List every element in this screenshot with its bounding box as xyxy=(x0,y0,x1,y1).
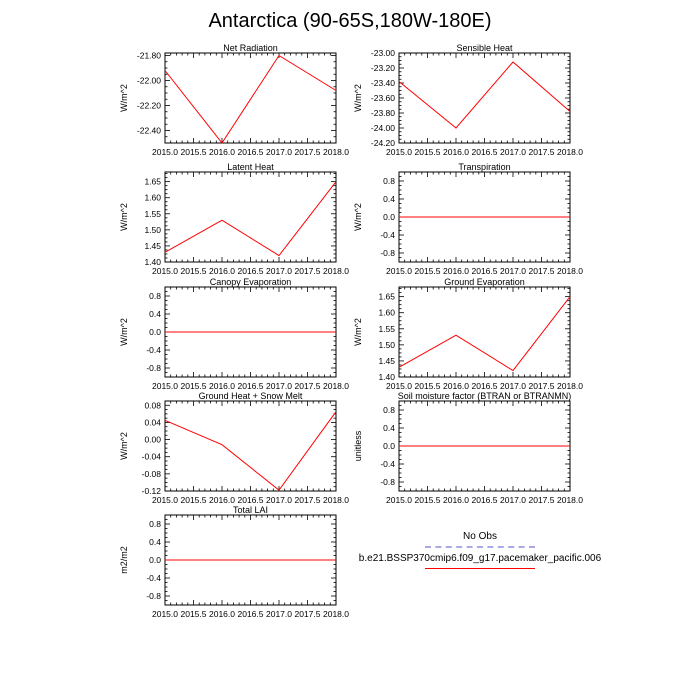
plot-frame xyxy=(165,172,336,262)
x-tick-label: 2018.0 xyxy=(557,381,583,391)
x-tick-label: 2016.5 xyxy=(237,495,264,505)
y-tick-label: 0.0 xyxy=(383,212,395,222)
x-tick-label: 2015.5 xyxy=(414,495,441,505)
x-tick-label: 2018.0 xyxy=(323,381,349,391)
y-tick-label: -23.60 xyxy=(370,93,395,103)
y-tick-label: 0.04 xyxy=(144,417,161,428)
x-tick-label: 2016.0 xyxy=(443,147,469,157)
y-tick-label: -22.00 xyxy=(136,75,161,86)
y-tick-label: 1.45 xyxy=(378,355,395,366)
y-tick-label: 1.60 xyxy=(378,307,395,318)
x-tick-label: 2018.0 xyxy=(557,495,583,505)
x-tick-label: 2015.5 xyxy=(180,495,207,505)
plot-frame xyxy=(165,53,336,143)
y-axis-label: W/m^2 xyxy=(353,84,363,112)
legend-label-model: b.e21.BSSP370cmip6.f09_g17.pacemaker_pacific.006 xyxy=(358,553,602,564)
legend-swatch-model xyxy=(425,568,535,569)
x-tick-label: 2017.0 xyxy=(500,266,526,276)
x-tick-label: 2018.0 xyxy=(323,266,349,276)
x-tick-label: 2017.5 xyxy=(294,495,321,505)
x-tick-label: 2015.5 xyxy=(414,381,441,391)
x-tick-label: 2016.0 xyxy=(209,495,235,505)
y-tick-label: -0.08 xyxy=(141,468,161,479)
y-tick-label: 0.00 xyxy=(144,434,161,445)
y-tick-label: -0.8 xyxy=(146,591,161,601)
y-tick-label: -0.4 xyxy=(380,230,395,240)
y-tick-label: 0.8 xyxy=(149,291,161,301)
panel-7 xyxy=(353,391,583,505)
y-tick-label: -24.20 xyxy=(370,138,395,148)
panel-title: Ground Evaporation xyxy=(444,277,525,287)
panel-title: Total LAI xyxy=(232,505,269,515)
x-tick-label: 2017.5 xyxy=(528,147,555,157)
legend-swatch-no-obs xyxy=(425,546,535,548)
y-tick-label: 0.8 xyxy=(149,519,161,529)
x-tick-label: 2015.5 xyxy=(180,381,207,391)
plot-frame xyxy=(399,287,570,377)
series-line xyxy=(165,412,336,490)
panel-title: Soil moisture factor (BTRAN or BTRANMN) xyxy=(397,391,572,401)
x-tick-label: 2015.0 xyxy=(152,495,178,505)
y-tick-label: -0.4 xyxy=(146,345,161,355)
x-tick-label: 2015.0 xyxy=(152,147,178,157)
x-tick-label: 2016.5 xyxy=(237,381,264,391)
legend-label-no-obs: No Obs xyxy=(463,531,497,542)
y-tick-label: -23.20 xyxy=(370,63,395,73)
y-axis-label: unitless xyxy=(353,430,363,462)
panel-title: Sensible Heat xyxy=(456,43,513,53)
y-tick-label: 1.65 xyxy=(144,176,161,187)
x-tick-label: 2017.0 xyxy=(500,147,526,157)
x-tick-label: 2017.0 xyxy=(500,381,526,391)
x-tick-label: 2017.0 xyxy=(266,609,292,619)
x-tick-label: 2018.0 xyxy=(323,495,349,505)
y-tick-label: -22.40 xyxy=(136,125,161,136)
panel-title: Latent Heat xyxy=(227,162,274,172)
panel-6 xyxy=(119,391,349,505)
x-tick-label: 2016.0 xyxy=(209,381,235,391)
x-tick-label: 2017.5 xyxy=(528,495,555,505)
y-tick-label: 1.50 xyxy=(144,224,161,235)
y-tick-label: 0.4 xyxy=(149,309,161,319)
x-tick-label: 2016.5 xyxy=(237,266,264,276)
y-tick-label: -0.4 xyxy=(146,573,161,583)
y-axis-label: W/m^2 xyxy=(119,318,129,346)
y-axis-label: W/m^2 xyxy=(119,203,129,231)
x-tick-label: 2017.5 xyxy=(294,609,321,619)
panel-5 xyxy=(353,277,583,391)
x-tick-label: 2018.0 xyxy=(323,609,349,619)
x-tick-label: 2017.0 xyxy=(266,266,292,276)
x-tick-label: 2015.0 xyxy=(386,266,412,276)
x-tick-label: 2017.0 xyxy=(500,495,526,505)
y-tick-label: 0.08 xyxy=(144,400,161,411)
x-tick-label: 2016.5 xyxy=(471,266,498,276)
plot-frame xyxy=(165,401,336,491)
y-tick-label: -0.12 xyxy=(141,486,161,496)
panel-3 xyxy=(353,162,583,276)
y-tick-label: 0.4 xyxy=(383,194,395,204)
x-tick-label: 2015.5 xyxy=(180,266,207,276)
series-line xyxy=(399,62,570,128)
series-line xyxy=(165,56,336,144)
y-axis-label: W/m^2 xyxy=(119,432,129,460)
panel-0 xyxy=(119,43,349,157)
y-tick-label: 1.40 xyxy=(144,257,161,267)
plot-frame xyxy=(399,53,570,143)
x-tick-label: 2015.5 xyxy=(414,266,441,276)
y-tick-label: -0.04 xyxy=(141,451,161,462)
y-tick-label: -0.4 xyxy=(380,459,395,469)
x-tick-label: 2016.0 xyxy=(209,147,235,157)
x-tick-label: 2016.0 xyxy=(443,266,469,276)
x-tick-label: 2016.0 xyxy=(209,266,235,276)
x-tick-label: 2018.0 xyxy=(557,147,583,157)
x-tick-label: 2017.5 xyxy=(528,381,555,391)
y-axis-label: W/m^2 xyxy=(353,203,363,231)
y-tick-label: 1.55 xyxy=(378,323,395,334)
panel-1 xyxy=(353,43,583,157)
x-tick-label: 2016.5 xyxy=(471,147,498,157)
y-tick-label: 1.55 xyxy=(144,208,161,219)
x-tick-label: 2017.0 xyxy=(266,495,292,505)
y-tick-label: -22.20 xyxy=(136,100,161,111)
x-tick-label: 2015.0 xyxy=(386,381,412,391)
x-tick-label: 2018.0 xyxy=(323,147,349,157)
panel-2 xyxy=(119,162,349,276)
y-tick-label: -0.8 xyxy=(146,363,161,373)
y-tick-label: 0.0 xyxy=(383,441,395,451)
x-tick-label: 2017.5 xyxy=(294,266,321,276)
x-tick-label: 2016.0 xyxy=(443,381,469,391)
x-tick-label: 2015.0 xyxy=(152,381,178,391)
y-tick-label: 1.50 xyxy=(378,339,395,350)
y-tick-label: -0.8 xyxy=(380,477,395,487)
x-tick-label: 2015.0 xyxy=(152,266,178,276)
y-tick-label: -23.00 xyxy=(370,48,395,58)
x-tick-label: 2017.5 xyxy=(528,266,555,276)
x-tick-label: 2016.5 xyxy=(471,495,498,505)
y-tick-label: 1.40 xyxy=(378,372,395,382)
y-tick-label: 1.60 xyxy=(144,192,161,203)
panel-title: Net Radiation xyxy=(223,43,278,53)
x-tick-label: 2017.5 xyxy=(294,381,321,391)
y-tick-label: 1.65 xyxy=(378,291,395,302)
x-tick-label: 2015.0 xyxy=(386,495,412,505)
panel-4 xyxy=(119,277,349,391)
x-tick-label: 2016.5 xyxy=(237,609,264,619)
x-tick-label: 2016.5 xyxy=(237,147,264,157)
y-tick-label: -23.40 xyxy=(370,78,395,88)
x-tick-label: 2016.5 xyxy=(471,381,498,391)
y-tick-label: 1.45 xyxy=(144,240,161,251)
legend xyxy=(355,530,605,573)
y-axis-label: W/m^2 xyxy=(119,84,129,112)
panel-title: Transpiration xyxy=(458,162,511,172)
y-tick-label: 0.0 xyxy=(149,555,161,565)
series-line xyxy=(399,297,570,371)
x-tick-label: 2017.5 xyxy=(294,147,321,157)
x-tick-label: 2015.0 xyxy=(152,609,178,619)
page-title: Antarctica (90-65S,180W-180E) xyxy=(208,10,492,32)
y-tick-label: 0.8 xyxy=(383,176,395,186)
y-tick-label: 0.4 xyxy=(149,537,161,547)
x-tick-label: 2015.0 xyxy=(386,147,412,157)
x-tick-label: 2017.0 xyxy=(266,147,292,157)
y-tick-label: 0.4 xyxy=(383,423,395,433)
y-tick-label: 0.8 xyxy=(383,405,395,415)
panel-8 xyxy=(119,505,349,619)
x-tick-label: 2015.5 xyxy=(414,147,441,157)
x-tick-label: 2016.0 xyxy=(209,609,235,619)
y-tick-label: -24.00 xyxy=(370,123,395,133)
panel-title: Ground Heat + Snow Melt xyxy=(198,391,303,401)
y-axis-label: W/m^2 xyxy=(353,318,363,346)
panel-title: Canopy Evaporation xyxy=(209,277,292,287)
y-axis-label: m2/m2 xyxy=(119,546,129,574)
x-tick-label: 2017.0 xyxy=(266,381,292,391)
x-tick-label: 2015.5 xyxy=(180,147,207,157)
series-line xyxy=(165,182,336,256)
y-tick-label: -23.80 xyxy=(370,108,395,118)
y-tick-label: -21.80 xyxy=(136,50,161,61)
y-tick-label: -0.8 xyxy=(380,248,395,258)
x-tick-label: 2015.5 xyxy=(180,609,207,619)
y-tick-label: 0.0 xyxy=(149,327,161,337)
x-tick-label: 2018.0 xyxy=(557,266,583,276)
x-tick-label: 2016.0 xyxy=(443,495,469,505)
